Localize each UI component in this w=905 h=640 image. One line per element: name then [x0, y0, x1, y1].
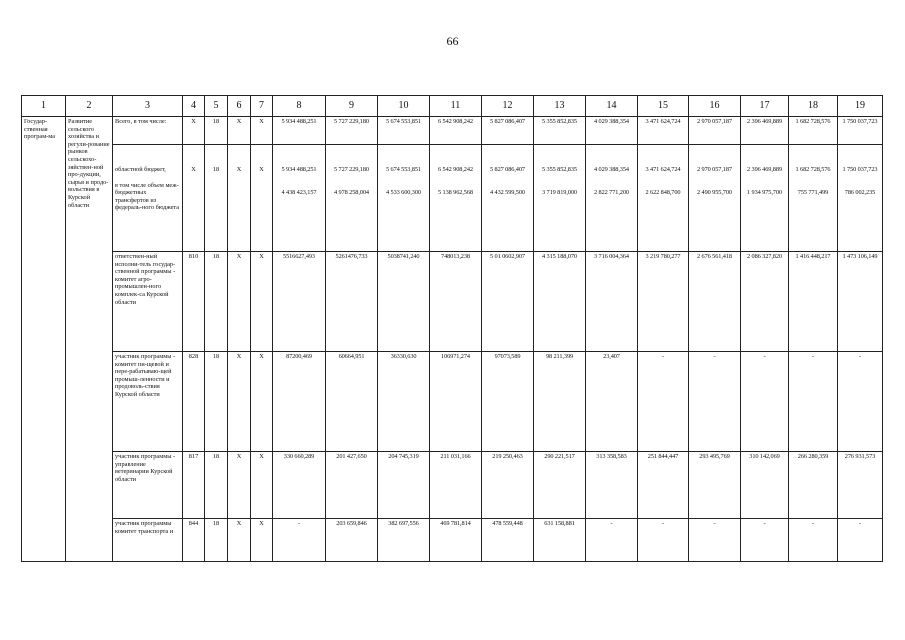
value-cell: 2 086 327,820 [741, 252, 789, 352]
value-cell: 3 219 780,277 [638, 252, 689, 352]
table-row-regional-budget [22, 145, 883, 252]
value-cell: 748013,238 [430, 252, 482, 352]
value-cell: - [689, 352, 741, 452]
cell-c6: X [236, 166, 242, 173]
value-cell: 2 676 561,418 [689, 252, 741, 352]
value-cell-transfer: 4 438 423,157 [281, 188, 317, 196]
budget-table [21, 95, 883, 562]
value-cell: 4 029 388,354 [586, 117, 638, 145]
value-cell: 276 931,573 [838, 452, 883, 519]
value-cell: 5 355 852,835 [534, 117, 586, 145]
row-label-sub: в том числе объем меж-бюджетных трансфертов из федераль-ного бюджета [115, 181, 180, 212]
value-cell: 5 934 488,251 [281, 166, 317, 173]
column-header: 9 [326, 96, 378, 117]
row-label: ответствен-ный исполни-тель государ-ственной программы - комитет агро-промышлен-ного комплек-са Курской области [113, 252, 183, 352]
value-cell: 5 827 086,407 [490, 166, 525, 173]
table-row-veterinary [22, 452, 883, 519]
value-cell-transfer: 2 622 848,700 [645, 188, 681, 196]
value-cell: 330 660,289 [273, 452, 326, 519]
subprogram-cell: Развитие сельского хозяйства и регули-рование рынков сельскохо-зяйствен-ной про-дукции, сырья и продо-вольствия в Курской области [66, 117, 113, 562]
value-cell: - [789, 352, 838, 452]
column-header: 2 [66, 96, 113, 117]
value-cell: 3 471 624,724 [638, 117, 689, 145]
value-cell: 204 745,319 [378, 452, 430, 519]
value-cell: 251 844,447 [638, 452, 689, 519]
column-header: 18 [789, 96, 838, 117]
value-cell: 201 427,650 [326, 452, 378, 519]
cell-c5: 18 [205, 352, 228, 452]
column-header: 4 [183, 96, 205, 117]
cell-c7: X [259, 166, 264, 173]
value-cell: 5038741,240 [378, 252, 430, 352]
value-cell: 2 396 469,889 [741, 117, 789, 145]
value-cell: - [741, 352, 789, 452]
value-cell-transfer: 4 533 600,300 [386, 188, 421, 196]
row-label: участник программы - комитет пи-щевой и пере-рабатываю-щей промыш-ленности и продоволь-ствия Курской области [113, 352, 183, 452]
value-cell-transfer: 4 432 599,500 [490, 188, 525, 196]
row-label: участник программы - управление ветеринарии Курской области [113, 452, 183, 519]
value-cell-transfer: 786 002,235 [844, 188, 876, 196]
value-cell: 266 280,359 [789, 452, 838, 519]
cell-c4: 817 [183, 452, 205, 519]
cell-c6: X [228, 252, 251, 352]
column-header: 12 [482, 96, 534, 117]
value-cell: 1 682 728,576 [795, 166, 831, 173]
value-cell: 290 221,517 [534, 452, 586, 519]
table-row-food-committee [22, 352, 883, 452]
value-cell-transfer: 5 138 962,568 [438, 188, 473, 196]
value-cell: 98 211,399 [534, 352, 586, 452]
column-header: 8 [273, 96, 326, 117]
value-cell: 5 827 086,407 [482, 117, 534, 145]
value-cell: 5 674 553,851 [386, 166, 421, 173]
value-cell: 5 01 0602,907 [482, 252, 534, 352]
value-cell: 97073,589 [482, 352, 534, 452]
value-cell: - [638, 352, 689, 452]
cell-c4: 810 [183, 252, 205, 352]
program-cell: Государ-ственная програм-ма [22, 117, 66, 562]
cell-c6: X [228, 352, 251, 452]
value-cell: 3 471 624,724 [645, 166, 681, 173]
value-cell: 106971,274 [430, 352, 482, 452]
cell-c6: X [228, 452, 251, 519]
column-header: 1 [22, 96, 66, 117]
cell-c4: 844 [183, 519, 205, 562]
value-cell: 1 750 037,723 [838, 117, 883, 145]
value-cell-transfer: 2 822 771,200 [594, 188, 629, 196]
value-cell-transfer: 4 978 258,004 [334, 188, 369, 196]
cell-c7: X [251, 352, 273, 452]
column-header: 10 [378, 96, 430, 117]
value-cell: 36330,630 [378, 352, 430, 452]
value-cell: 478 559,448 [482, 519, 534, 562]
column-header: 13 [534, 96, 586, 117]
value-cell: 469 781,814 [430, 519, 482, 562]
column-header: 11 [430, 96, 482, 117]
value-cell: 313 358,583 [586, 452, 638, 519]
cell-c5: 18 [205, 117, 228, 145]
column-header: 19 [838, 96, 883, 117]
value-cell: 23,407 [586, 352, 638, 452]
column-header: 7 [251, 96, 273, 117]
value-cell: 4 315 188,070 [534, 252, 586, 352]
value-cell-transfer: 755 771,499 [797, 188, 829, 196]
value-cell: 87200,469 [273, 352, 326, 452]
value-cell-transfer: 2 490 955,700 [697, 188, 732, 196]
cell-c5: 18 [212, 166, 220, 173]
value-cell: 4 029 388,354 [594, 166, 629, 173]
cell-c5: 18 [205, 519, 228, 562]
value-cell-transfer: 3 719 819,000 [542, 188, 577, 196]
table-row-responsible [22, 252, 883, 352]
cell-c7: X [251, 117, 273, 145]
cell-c4: X [183, 117, 205, 145]
value-cell: - [789, 519, 838, 562]
value-cell: 2 970 057,187 [689, 117, 741, 145]
value-cell: 219 250,463 [482, 452, 534, 519]
value-cell: 1 682 728,576 [789, 117, 838, 145]
cell-c4: X [191, 166, 196, 173]
value-cell: - [741, 519, 789, 562]
value-cell: - [273, 519, 326, 562]
value-cell: 382 697,556 [378, 519, 430, 562]
cell-c7: X [251, 452, 273, 519]
value-cell: 631 158,881 [534, 519, 586, 562]
column-header: 5 [205, 96, 228, 117]
table-row-transport [22, 519, 883, 562]
column-header: 17 [741, 96, 789, 117]
row-label: Всего, в том числе: [113, 117, 183, 145]
value-cell: 5 727 229,180 [326, 117, 378, 145]
cell-c7: X [251, 252, 273, 352]
cell-c5: 18 [205, 252, 228, 352]
value-cell: 5516627,493 [273, 252, 326, 352]
value-cell: 6 542 908,242 [438, 166, 473, 173]
column-header: 6 [228, 96, 251, 117]
value-cell: 203 659,846 [326, 519, 378, 562]
page-number: 66 [446, 34, 459, 48]
value-cell: - [638, 519, 689, 562]
value-cell: 1 416 448,217 [789, 252, 838, 352]
cell-c6: X [228, 519, 251, 562]
value-cell: - [838, 519, 883, 562]
value-cell: 310 142,069 [741, 452, 789, 519]
cell-c7: X [251, 519, 273, 562]
value-cell-transfer: 1 934 975,700 [747, 188, 782, 196]
value-cell: 60664,951 [326, 352, 378, 452]
cell-c4: 828 [183, 352, 205, 452]
row-label [113, 145, 183, 252]
value-cell: 2 396 469,889 [747, 166, 782, 173]
value-cell: 1 750 037,723 [842, 166, 878, 173]
row-label-main: областной бюджет, [115, 166, 166, 173]
value-cell: 2 970 057,187 [697, 166, 732, 173]
value-cell: - [838, 352, 883, 452]
column-header: 3 [113, 96, 183, 117]
value-cell: 211 031,166 [430, 452, 482, 519]
header-row [22, 96, 883, 117]
value-cell: 5 934 488,251 [273, 117, 326, 145]
column-header: 15 [638, 96, 689, 117]
value-cell: - [586, 519, 638, 562]
value-cell: 293 495,769 [689, 452, 741, 519]
value-cell: 5 674 553,851 [378, 117, 430, 145]
value-cell: 6 542 908,242 [430, 117, 482, 145]
value-cell: 5 355 852,835 [542, 166, 577, 173]
value-cell: 1 473 106,149 [838, 252, 883, 352]
value-cell: 5261476,733 [326, 252, 378, 352]
value-cell: - [689, 519, 741, 562]
table-row-total [22, 117, 883, 145]
cell-c5: 18 [205, 452, 228, 519]
row-label: участник программы комитет транспорта и [113, 519, 183, 562]
cell-c6: X [228, 117, 251, 145]
value-cell: 5 727 229,180 [334, 166, 369, 173]
column-header: 16 [689, 96, 741, 117]
value-cell: 3 716 004,364 [586, 252, 638, 352]
column-header: 14 [586, 96, 638, 117]
